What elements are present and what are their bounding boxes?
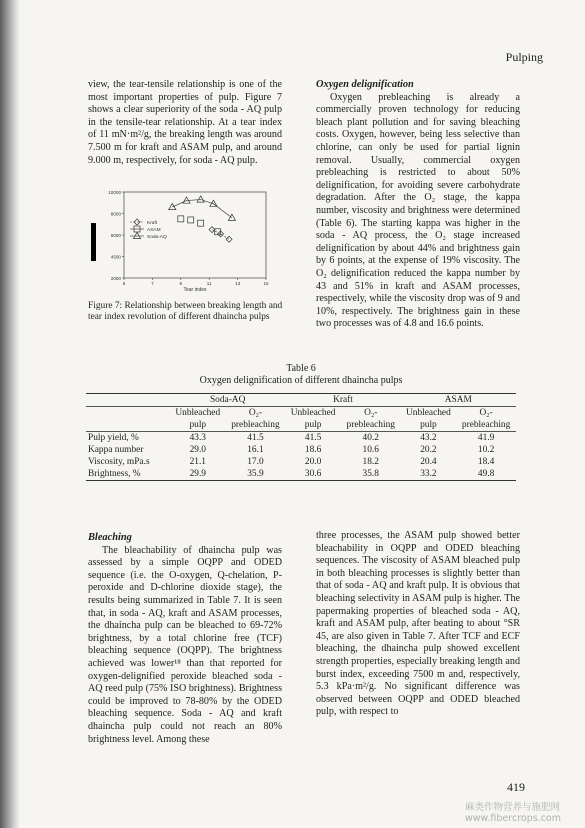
data-point-soda-aq xyxy=(169,203,176,209)
row-label: Brightness, % xyxy=(88,469,141,479)
y-tick-label: 10000 xyxy=(108,190,121,195)
table-subhead: prebleaching xyxy=(231,420,280,430)
table-subhead: Unbleached xyxy=(406,408,451,418)
table-cell: 10.2 xyxy=(477,445,495,455)
table-cell: 20.4 xyxy=(420,457,437,467)
scatter-plot-svg xyxy=(96,186,274,294)
table-cell: 21.1 xyxy=(189,457,206,467)
left-column-bottom xyxy=(88,532,282,746)
y-tick-label: 8000 xyxy=(110,211,121,217)
table-cell: 18.2 xyxy=(362,457,379,467)
row-label: Viscosity, mPa.s xyxy=(88,457,150,467)
table-cell: 17.0 xyxy=(247,457,264,467)
table-cell: 29.0 xyxy=(189,445,206,455)
table-cell: 30.6 xyxy=(304,469,322,479)
running-header: Pulping xyxy=(505,50,543,64)
table-group-kraft: Kraft xyxy=(333,395,353,405)
table-cell: 43.2 xyxy=(420,433,437,443)
table-cell: 29.9 xyxy=(189,469,206,479)
table-row xyxy=(86,444,516,456)
figure-7-caption: Figure 7: Relationship between breaking length and tear index revolution of different dhaincha pulps xyxy=(88,301,283,323)
data-point-kraft xyxy=(226,236,232,242)
table-cell: 49.8 xyxy=(477,469,495,479)
legend-label: Kraft xyxy=(147,221,158,226)
table-cell: 20.2 xyxy=(420,445,437,455)
left-column-top xyxy=(88,79,282,167)
watermark xyxy=(465,802,561,824)
page-number: 419 xyxy=(507,780,525,794)
table-cell: 41.9 xyxy=(477,433,495,443)
table-6-subtitle: Oxygen delignification of different dhaincha pulps xyxy=(199,375,403,386)
paragraph-oxygen: Oxygen prebleaching is already a commercially proven technology for reducing bleach plant pollution and for saving bleaching costs. Oxygen, however, being less selective than chlorine, can only be used for partial lignin removal. Usually, commercial oxygen prebleaching is restricted to about 50% delignification, for avoiding severe carbohydrate degradation. After the O₂ stage, the kappa number, viscosity and brightness were determined (Table 6). The starting kappa was higher in the soda - AQ process, the O₂ stage increased delignification by about 44% and brightness gain by 6 points, at the expense of 19% viscosity. The O₂ delignification reduced the kappa number by 43 and 51% in kraft and ASAM processes, respectively, while the viscosity drop was of 9 and 10%, respectively. The brightness gain in these two processes was of 4.8 and 16.6 points. xyxy=(316,91,520,330)
row-label: Pulp yield, % xyxy=(88,433,139,443)
legend-label: ASAM xyxy=(147,228,161,233)
table-row xyxy=(86,456,516,468)
x-tick-label: 13 xyxy=(235,281,241,286)
watermark-line-1: 麻类作物营养与施肥网 xyxy=(464,802,560,813)
table-cell: 35.9 xyxy=(247,469,264,479)
table-cell: 43.3 xyxy=(189,433,206,443)
data-point-asam xyxy=(198,220,204,226)
x-tick-label: 11 xyxy=(206,281,212,286)
x-tick-label: 7 xyxy=(151,281,154,286)
table-6-title: Table 6 xyxy=(286,363,316,374)
data-point-asam xyxy=(188,217,194,223)
watermark-line-2: www.fibercrops.com xyxy=(464,813,561,824)
y-tick-label: 2000 xyxy=(110,276,121,281)
row-label: Kappa number xyxy=(88,445,144,455)
legend-marker xyxy=(133,232,140,238)
table-6 xyxy=(86,363,516,481)
paragraph-tear-tensile: view, the tear-tensile relationship is one of the most important properties of pulp. Figure 7 shows a clear superiority of the soda - AQ pulp in the tensile-tear relationship. At a tear index of 11 mN·m²/g, the breaking length was around 7.500 m for kraft and ASAM pulp, and around 9.000 m, respectively, for soda - AQ pulp. xyxy=(88,79,282,166)
table-subhead: pulp xyxy=(189,420,207,430)
paragraph-bleaching-1: The bleachability of dhaincha pulp was assessed by a simple OQPP and ODED sequence (i.e. the O-oxygen, Q-chelation, P-peroxide and D-chlorine dioxide stage), the results being summarized in Table 7. It is seen that, in soda - AQ, kraft and ASAM processes, the dhaincha pulp can be bleached to 69-72% brightness, by a total chlorine free (TCF) bleaching sequence (OQPP). The brightness achieved was lower¹⁸ than that reported for oxygen-delignified peroxide bleached soda - AQ reed pulp (75% ISO brightness). Brightness could be improved to 78-80% by the ODED bleaching sequence. Soda - AQ and kraft dhaincha pulp could not reach an 80% brightness level. Among these xyxy=(88,544,282,745)
table-subhead: prebleaching xyxy=(461,420,511,430)
y-tick-label: 6000 xyxy=(110,233,121,238)
table-cell: 18.6 xyxy=(304,445,322,455)
table-row xyxy=(86,468,516,481)
legend-label: Soda-AQ xyxy=(147,235,167,240)
x-tick-label: 9 xyxy=(179,281,183,286)
x-axis-label: Tear index xyxy=(183,287,207,293)
table-subhead: O₂- xyxy=(479,408,493,418)
table-cell: 33.2 xyxy=(420,469,437,479)
table-cell: 41.5 xyxy=(247,433,264,443)
table-cell: 20.0 xyxy=(304,457,322,467)
table-cell: 16.1 xyxy=(247,445,264,455)
figure-7-chart xyxy=(96,186,274,294)
table-cell: 10.6 xyxy=(362,445,379,455)
data-point-soda-aq xyxy=(228,214,235,220)
table-cell: 35.8 xyxy=(362,469,379,479)
data-point-soda-aq xyxy=(197,196,204,202)
x-tick-label: 15 xyxy=(263,281,269,286)
table-6-grid xyxy=(86,393,516,481)
table-subhead: Unbleached xyxy=(175,408,221,418)
section-title-oxygen: Oxygen delignification xyxy=(316,79,414,90)
table-group-soda-aq: Soda-AQ xyxy=(209,395,246,405)
right-column-top xyxy=(316,79,520,331)
table-group-asam: ASAM xyxy=(444,395,472,405)
table-subhead: prebleaching xyxy=(346,420,395,430)
section-title-bleaching: Bleaching xyxy=(88,532,132,543)
table-cell: 40.2 xyxy=(362,433,379,443)
right-column-bottom xyxy=(316,530,520,719)
data-point-asam xyxy=(178,216,184,222)
table-subhead: pulp xyxy=(420,420,437,430)
table-row xyxy=(86,432,516,445)
y-tick-label: 4500 xyxy=(110,254,121,260)
table-subhead: O₂- xyxy=(248,408,263,418)
data-point-soda-aq xyxy=(183,197,190,203)
table-subhead: pulp xyxy=(304,420,322,430)
table-cell: 41.5 xyxy=(304,433,322,443)
x-tick-label: 5 xyxy=(122,281,126,286)
plot-frame xyxy=(124,192,266,278)
table-subhead: O₂- xyxy=(364,408,378,418)
paragraph-bleaching-2: three processes, the ASAM pulp showed better bleachability in OQPP and ODED bleaching sequences. The viscosity of ASAM bleached pulp in both bleaching processes is slightly better than that of soda - AQ and kraft pulp. It is obvious that bleaching selectivity in ASAM pulp is higher. The papermaking properties of bleached soda - AQ, kraft and ASAM pulp, after beating to about °SR 45, are also given in Table 7. After TCF and ECF bleaching, the dhaincha pulp showed excellent strength properties, especially breaking length and burst index, exceeding 7500 m and, respectively, 5.3 kPa·m²/g. No significant difference was observed between OQPP and ODED bleached pulp, with respect to xyxy=(316,530,520,718)
table-subhead: Unbleached xyxy=(290,408,336,418)
page-binding-shadow xyxy=(0,0,20,828)
table-cell: 18.4 xyxy=(477,457,495,467)
